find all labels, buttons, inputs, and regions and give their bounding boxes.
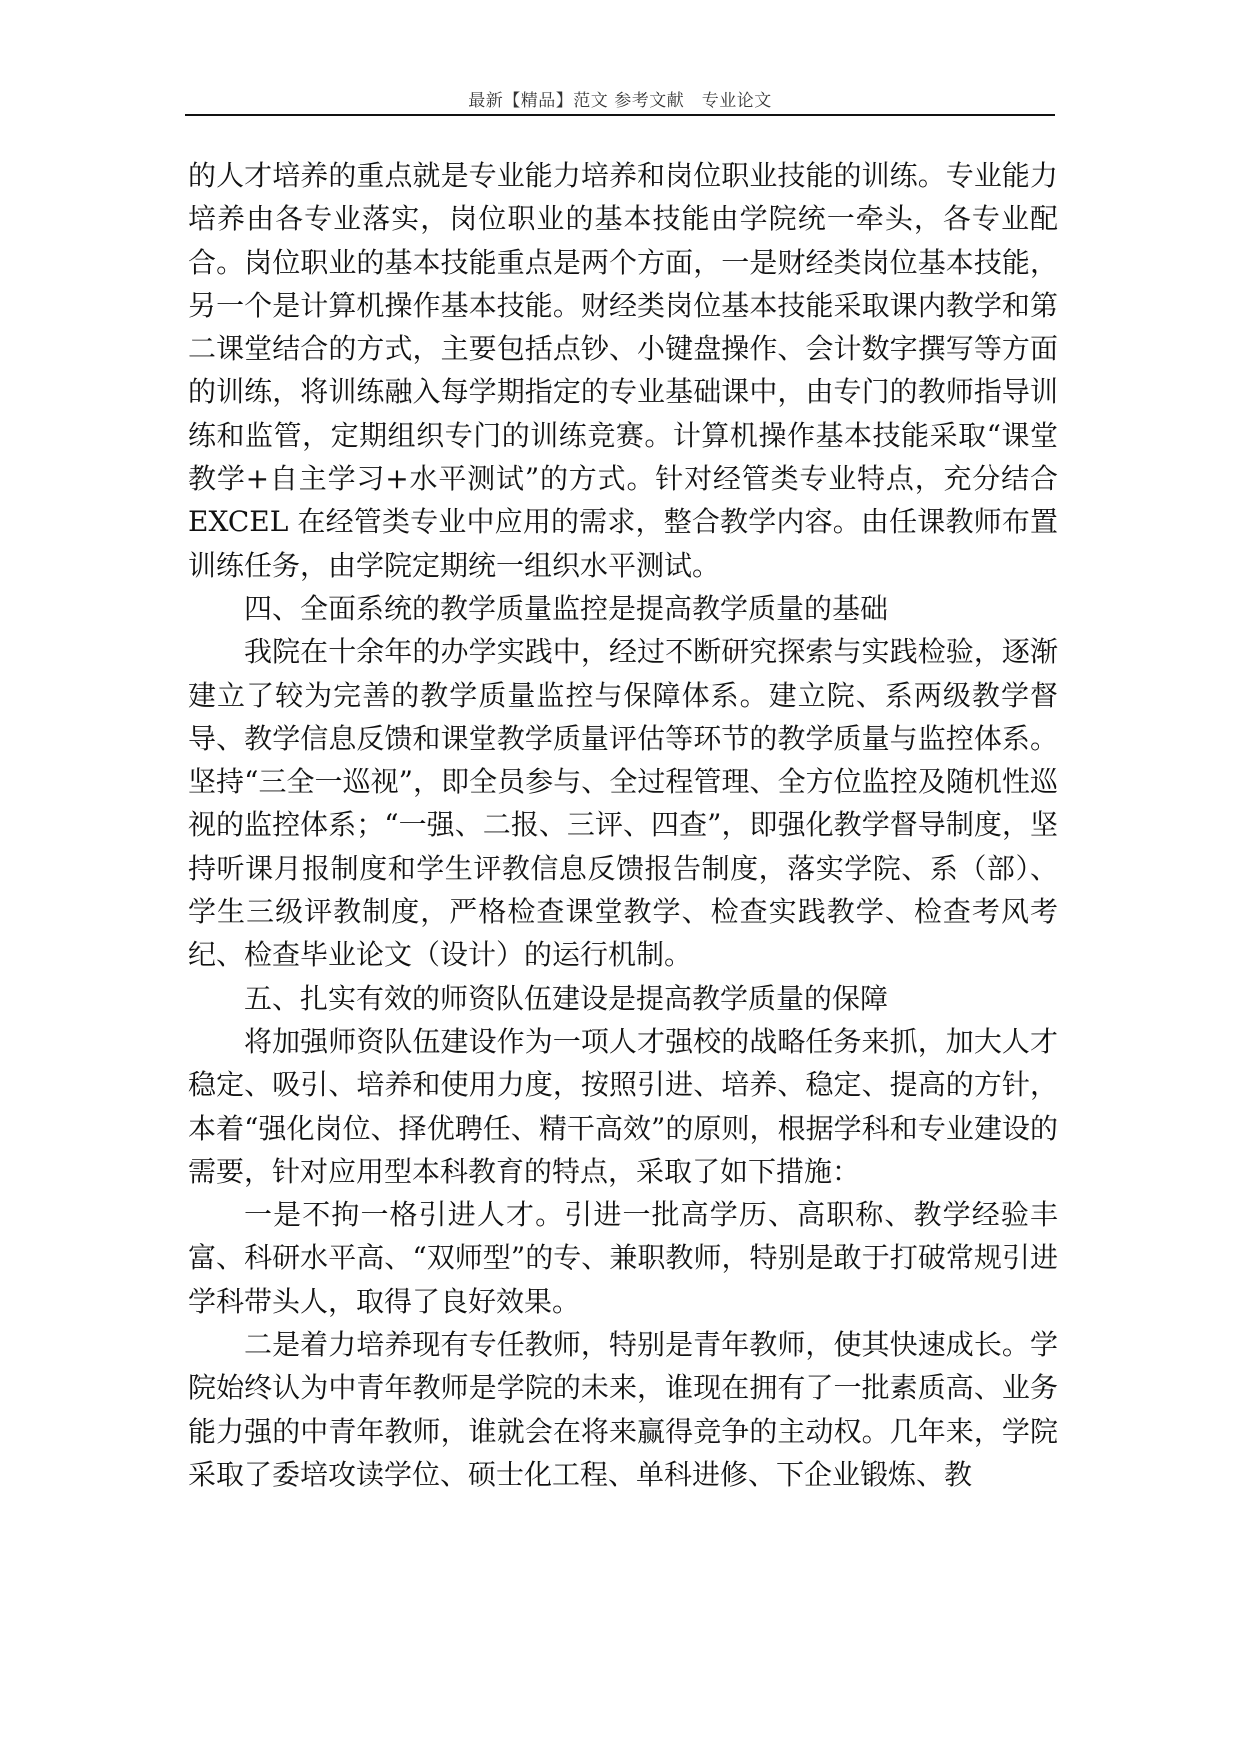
page-header: 最新【精品】范文 参考文献 专业论文	[468, 91, 772, 111]
paragraph: 我院在十余年的办学实践中，经过不断研究探索与实践检验，逐渐建立了较为完善的教学质量监控与保障体系。建立院、系两级教学督导、教学信息反馈和课堂教学质量评估等环节的教学质量与监控体系。坚持“三全一巡视”，即全员参与、全过程管理、全方位监控及随机性巡视的监控体系；“一强、二报、三评、四查”，即强化教学督导制度，坚持听课月报制度和学生评教信息反馈报告制度，落实学院、系（部）、学生三级评教制度，严格检查课堂教学、检查实践教学、检查考风考纪、检查毕业论文（设计）的运行机制。	[188, 635, 1058, 972]
paragraph: 一是不拘一格引进人才。引进一批高学历、高职称、教学经验丰富、科研水平高、“双师型”的专、兼职教师，特别是敢于打破常规引进学科带头人，取得了良好效果。	[188, 1198, 1058, 1318]
section-heading: 四、全面系统的教学质量监控是提高教学质量的基础	[244, 591, 889, 625]
document-body	[188, 154, 1058, 1496]
paragraph: 的人才培养的重点就是专业能力培养和岗位职业技能的训练。专业能力培养由各专业落实，岗位职业的基本技能由学院统一牵头，各专业配合。岗位职业的基本技能重点是两个方面，一是财经类岗位基本技能，另一个是计算机操作基本技能。财经类岗位基本技能采取课内教学和第二课堂结合的方式，主要包括点钞、小键盘操作、会计数字撰写等方面的训练，将训练融入每学期指定的专业基础课中，由专门的教师指导训练和监管，定期组织专门的训练竞赛。计算机操作基本技能采取“课堂教学+自主学习+水平测试”的方式。针对经管类专业特点，充分结合 EXCEL 在经管类专业中应用的需求，整合教学内容。由任课教师布置训练任务，由学院定期统一组织水平测试。	[188, 159, 1058, 582]
section-heading: 五、扎实有效的师资队伍建设是提高教学质量的保障	[244, 981, 889, 1015]
paragraph: 将加强师资队伍建设作为一项人才强校的战略任务来抓，加大人才稳定、吸引、培养和使用力度，按照引进、培养、稳定、提高的方针，本着“强化岗位、择优聘任、精干高效”的原则，根据学科和专业建设的需要，针对应用型本科教育的特点，采取了如下措施：	[188, 1024, 1058, 1188]
paragraph: 二是着力培养现有专任教师，特别是青年教师，使其快速成长。学院始终认为中青年教师是学院的未来，谁现在拥有了一批素质高、业务能力强的中青年教师，谁就会在将来赢得竞争的主动权。几年来，学院采取了委培攻读学位、硕士化工程、单科进修、下企业锻炼、教	[188, 1328, 1058, 1491]
header-divider	[185, 114, 1055, 116]
